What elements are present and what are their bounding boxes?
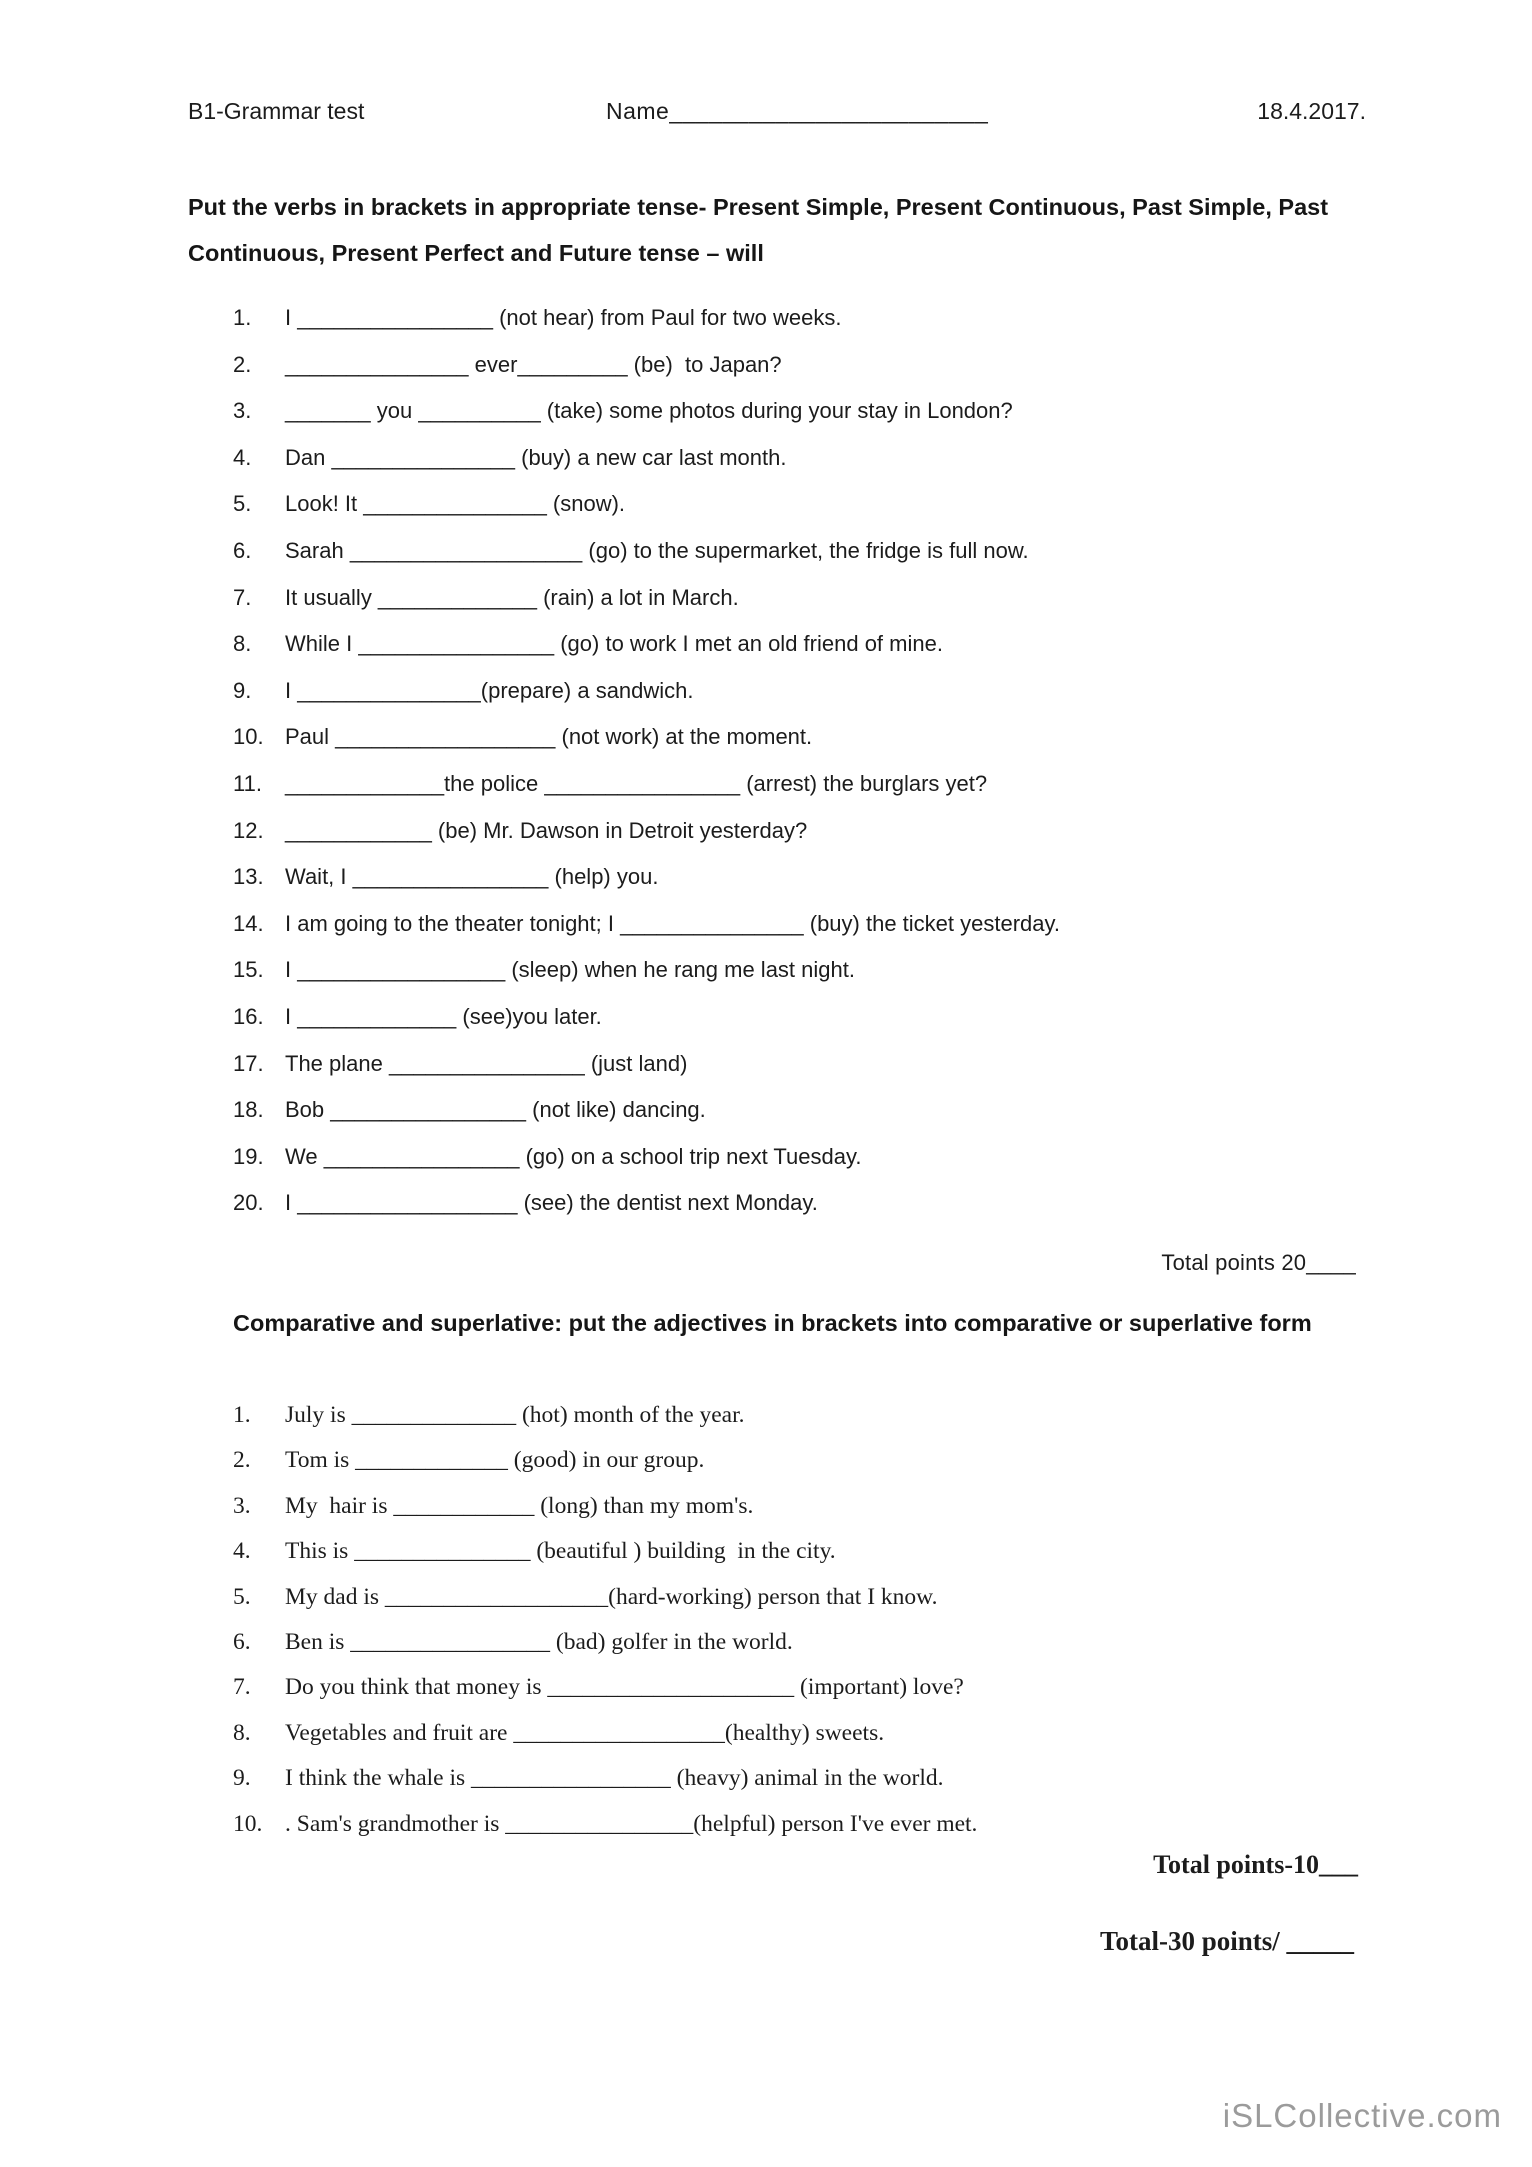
list-item	[233, 1674, 1483, 1719]
item-number: 15.	[233, 957, 264, 983]
item-number: 1.	[233, 1402, 251, 1428]
item-number: 16.	[233, 1003, 264, 1029]
item-text: . Sam's grandmother is ________________(helpful) person I've ever met.	[285, 1810, 978, 1837]
item-text: July is ______________ (hot) month of the year.	[285, 1402, 745, 1428]
item-text: Tom is _____________ (good) in our group.	[285, 1447, 705, 1474]
list-item	[233, 305, 1483, 352]
item-text: _______________ ever_________ (be) to Japan?	[285, 351, 782, 377]
list-item	[233, 864, 1483, 911]
item-number: 3.	[233, 1492, 251, 1519]
item-text: Ben is _________________ (bad) golfer in the world.	[285, 1628, 793, 1655]
islcollective-watermark: iSLCollective.com	[1222, 2097, 1502, 2134]
list-item	[233, 1584, 1483, 1629]
item-text: While I ________________ (go) to work I met an old friend of mine.	[285, 631, 943, 657]
list-item	[233, 1629, 1483, 1674]
section2-instruction: Comparative and superlative: put the adjectives in brackets into comparative or superlative form	[233, 1310, 1312, 1336]
item-text: My hair is ____________ (long) than my mom's.	[285, 1492, 754, 1519]
list-item	[233, 1051, 1483, 1098]
item-number: 2.	[233, 1447, 251, 1474]
page-header	[188, 98, 1366, 130]
section2-total-points: Total points-10___	[1153, 1850, 1358, 1879]
item-text: This is _______________ (beautiful ) building in the city.	[285, 1538, 836, 1565]
list-item	[233, 585, 1483, 632]
item-number: 17.	[233, 1050, 264, 1076]
list-item	[233, 678, 1483, 725]
item-number: 2.	[233, 351, 252, 377]
list-item	[233, 1493, 1483, 1538]
item-number: 10.	[233, 1810, 263, 1837]
section1-instruction: Put the verbs in brackets in appropriate tense- Present Simple, Present Continuous, Past Simple, Past Continuous, Present Perfect and Future tense – will	[188, 194, 1329, 266]
item-text: I ________________ (not hear) from Paul for two weeks.	[285, 305, 842, 330]
list-item	[233, 724, 1483, 771]
item-text: Do you think that money is _____________________ (important) love?	[285, 1674, 964, 1701]
list-item	[233, 1190, 1483, 1237]
list-item	[233, 398, 1483, 445]
item-number: 3.	[233, 398, 252, 424]
item-number: 9.	[233, 677, 252, 703]
item-text: I __________________ (see) the dentist next Monday.	[285, 1190, 818, 1216]
list-item	[233, 911, 1483, 958]
item-number: 4.	[233, 1538, 251, 1565]
item-number: 6.	[233, 1628, 251, 1655]
item-text: _____________the police ________________ (arrest) the burglars yet?	[285, 770, 988, 796]
section1-question-list	[233, 305, 1483, 1237]
list-item	[233, 1720, 1483, 1765]
name-field: Name________________________	[606, 98, 989, 124]
item-text: I _________________ (sleep) when he rang me last night.	[285, 957, 855, 983]
item-number: 5.	[233, 491, 252, 517]
item-text: It usually _____________ (rain) a lot in March.	[285, 584, 739, 610]
grand-total-points: Total-30 points/ _____	[1099, 1926, 1354, 1956]
item-number: 10.	[233, 724, 264, 750]
item-text: Wait, I ________________ (help) you.	[285, 864, 659, 890]
list-item	[233, 957, 1483, 1004]
item-text: Look! It _______________ (snow).	[285, 491, 626, 517]
item-number: 8.	[233, 631, 252, 657]
list-item	[233, 1097, 1483, 1144]
item-text: Vegetables and fruit are __________________(healthy) sweets.	[285, 1719, 885, 1746]
item-number: 14.	[233, 910, 264, 936]
list-item	[233, 538, 1483, 585]
item-number: 7.	[233, 1674, 251, 1701]
item-number: 20.	[233, 1190, 264, 1216]
list-item	[233, 352, 1483, 399]
item-text: My dad is ___________________(hard-working) person that I know.	[285, 1583, 938, 1610]
item-text: Dan _______________ (buy) a new car last month.	[285, 444, 787, 470]
list-item	[233, 1402, 1483, 1447]
list-item	[233, 1765, 1483, 1810]
item-number: 1.	[233, 305, 252, 330]
item-number: 19.	[233, 1143, 264, 1169]
item-number: 8.	[233, 1719, 251, 1746]
item-number: 6.	[233, 537, 252, 563]
section2-question-list	[233, 1402, 1483, 1856]
item-number: 11.	[233, 770, 262, 796]
item-text: I am going to the theater tonight; I _______________ (buy) the ticket yesterday.	[285, 910, 1060, 936]
item-text: _______ you __________ (take) some photos during your stay in London?	[285, 398, 1013, 424]
item-number: 12.	[233, 817, 264, 843]
list-item	[233, 1144, 1483, 1191]
item-number: 13.	[233, 864, 264, 890]
document-date: 18.4.2017.	[1257, 98, 1366, 124]
item-text: I think the whale is _________________ (heavy) animal in the world.	[285, 1765, 944, 1792]
list-item	[233, 631, 1483, 678]
item-number: 7.	[233, 584, 252, 610]
item-number: 5.	[233, 1583, 251, 1610]
item-text: The plane ________________ (just land)	[285, 1050, 688, 1076]
item-number: 18.	[233, 1097, 264, 1123]
list-item	[233, 818, 1483, 865]
section1-total-points: Total points 20____	[1161, 1250, 1356, 1275]
item-text: ____________ (be) Mr. Dawson in Detroit yesterday?	[285, 817, 808, 843]
item-text: I _______________(prepare) a sandwich.	[285, 677, 694, 703]
list-item	[233, 491, 1483, 538]
item-text: We ________________ (go) on a school trip next Tuesday.	[285, 1143, 862, 1169]
list-item	[233, 1538, 1483, 1583]
item-text: Paul __________________ (not work) at the moment.	[285, 724, 813, 750]
item-text: I _____________ (see)you later.	[285, 1003, 602, 1029]
item-text: Bob ________________ (not like) dancing.	[285, 1097, 706, 1123]
list-item	[233, 1004, 1483, 1051]
item-number: 9.	[233, 1765, 251, 1792]
list-item	[233, 771, 1483, 818]
item-text: Sarah ___________________ (go) to the supermarket, the fridge is full now.	[285, 537, 1029, 563]
list-item	[233, 445, 1483, 492]
item-number: 4.	[233, 444, 252, 470]
document-title: B1-Grammar test	[188, 98, 365, 124]
list-item	[233, 1447, 1483, 1492]
